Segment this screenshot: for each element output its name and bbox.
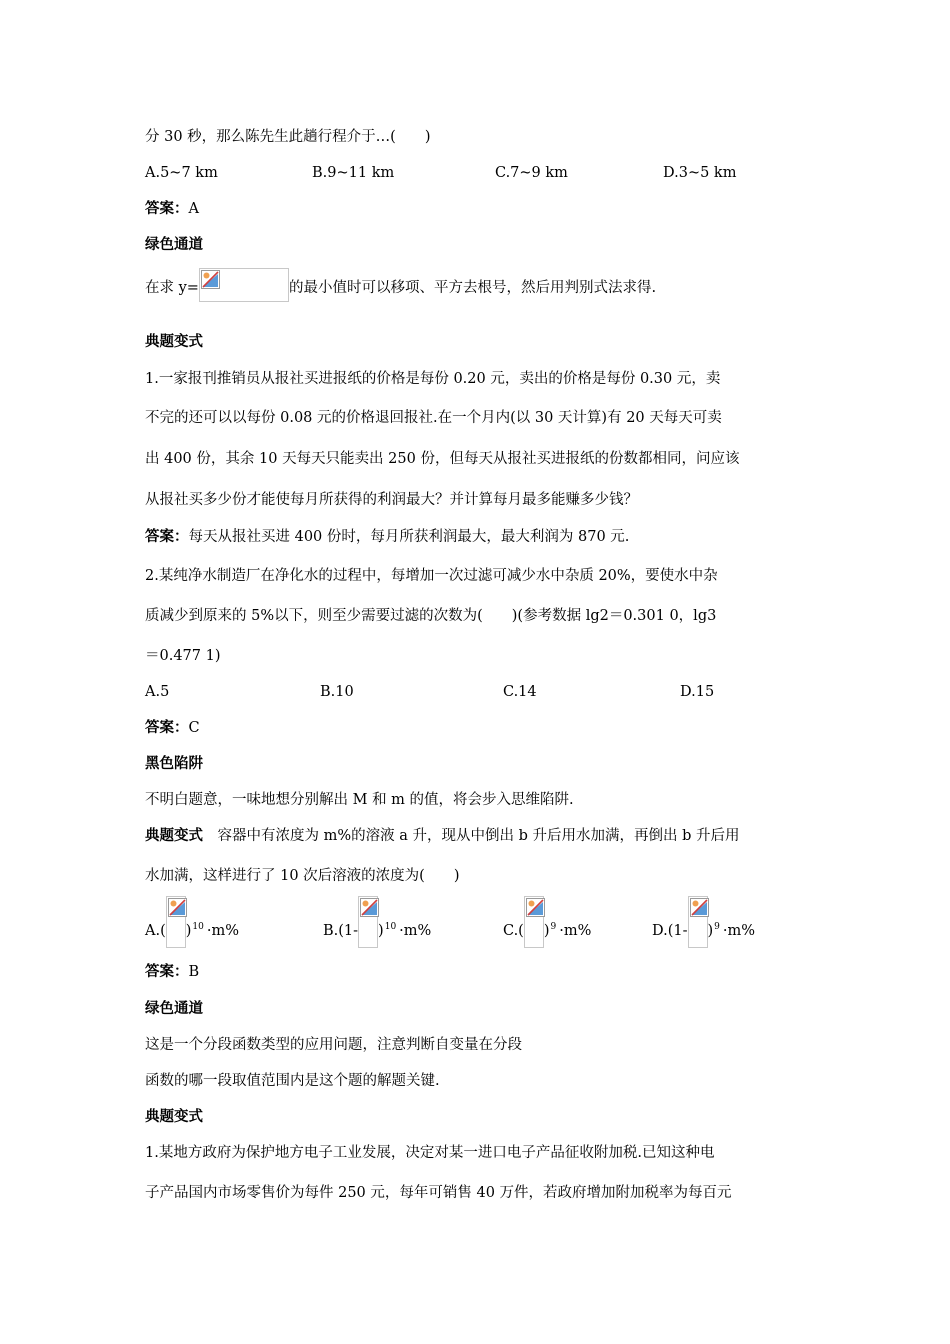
text-line: 1.一家报刊推销员从报社买进报纸的价格是每份 0.20 元，卖出的价格是每份 0.30 元，卖 bbox=[145, 371, 721, 387]
section-title: 典题变式 bbox=[145, 828, 203, 844]
answer-line bbox=[145, 962, 199, 982]
answer-line bbox=[145, 718, 200, 738]
option-c: C.14 bbox=[503, 684, 537, 700]
text-fragment: 在求 y= bbox=[145, 280, 199, 296]
answer-label: 答案： bbox=[145, 964, 189, 980]
text-line bbox=[145, 826, 740, 846]
text-line: 不完的还可以以每份 0.08 元的价格退回报社.在一个月内(以 30 天计算)有 20 天每天可卖 bbox=[145, 410, 722, 426]
option-c: C.( )$^9$ ·m% bbox=[503, 914, 591, 948]
section-title: 典题变式 bbox=[145, 1109, 203, 1125]
section-title: 典题变式 bbox=[145, 334, 203, 350]
fraction-image bbox=[166, 896, 186, 948]
answer-value: C bbox=[188, 720, 200, 736]
text-line: 1.某地方政府为保护地方电子工业发展，决定对某一进口电子产品征收附加税.已知这种电 bbox=[145, 1145, 715, 1161]
fraction-image bbox=[358, 896, 378, 948]
option-d: D.3~5 km bbox=[663, 165, 737, 181]
answer-value: 每天从报社买进 400 份时，每月所获利润最大，最大利润为 870 元. bbox=[188, 529, 630, 545]
section-title: 黑色陷阱 bbox=[145, 756, 203, 772]
text-line: 水加满，这样进行了 10 次后溶液的浓度为( ) bbox=[145, 868, 460, 884]
answer-value: B bbox=[188, 964, 200, 980]
option-b: B.10 bbox=[320, 684, 354, 700]
section-title: 绿色通道 bbox=[145, 1001, 203, 1017]
broken-image-icon bbox=[201, 270, 220, 289]
option-a: A.5~7 km bbox=[145, 165, 218, 181]
answer-label: 答案： bbox=[145, 201, 189, 217]
text-line: ＝0.477 1) bbox=[145, 648, 221, 664]
broken-image-icon bbox=[526, 898, 545, 917]
text-line: 子产品国内市场零售价为每件 250 元，每年可销售 40 万件，若政府增加附加税率为每百元 bbox=[145, 1185, 732, 1201]
text-line: 出 400 份，其余 10 天每天只能卖出 250 份，但每天从报社买进报纸的份数都相同，问应该 bbox=[145, 451, 740, 467]
option-c: C.7~9 km bbox=[495, 165, 568, 181]
answer-label: 答案： bbox=[145, 720, 189, 736]
option-a: A.5 bbox=[145, 684, 170, 700]
text-line: 质减少到原来的 5%以下，则至少需要过滤的次数为( )(参考数据 lg2＝0.301 0，lg3 bbox=[145, 608, 717, 624]
text-line: 2.某纯净水制造厂在净化水的过程中，每增加一次过滤可减少水中杂质 20%，要使水中杂 bbox=[145, 568, 718, 584]
answer-value: A bbox=[188, 201, 199, 217]
option-b: B.9~11 km bbox=[312, 165, 395, 181]
text-line: 函数的哪一段取值范围内是这个题的解题关键. bbox=[145, 1073, 440, 1089]
fraction-image bbox=[688, 896, 708, 948]
text-fragment: 的最小值时可以移项、平方去根号，然后用判别式法求得. bbox=[288, 280, 657, 296]
option-d: D.(1- )$^9$ ·m% bbox=[652, 914, 755, 948]
text-line: 这是一个分段函数类型的应用问题，注意判断自变量在分段 bbox=[145, 1037, 522, 1053]
option-d: D.15 bbox=[680, 684, 715, 700]
text-line: 不明白题意，一味地想分别解出 M 和 m 的值，将会步入思维陷阱. bbox=[145, 792, 574, 808]
broken-image-icon bbox=[360, 898, 379, 917]
fraction-image bbox=[524, 896, 544, 948]
option-b: B.(1- )$^{10}$ ·m% bbox=[323, 914, 431, 948]
text-line: 从报社买多少份才能使每月所获得的利润最大？并计算每月最多能赚多少钱？ bbox=[145, 492, 638, 508]
answer-label: 答案： bbox=[145, 529, 189, 545]
broken-image-icon bbox=[168, 898, 187, 917]
formula-image bbox=[199, 268, 289, 302]
broken-image-icon bbox=[690, 898, 709, 917]
text-line bbox=[145, 274, 656, 302]
answer-line bbox=[145, 527, 629, 547]
text-line: 分 30 秒，那么陈先生此趟行程介于…( ) bbox=[145, 129, 431, 145]
answer-line bbox=[145, 199, 199, 219]
text-fragment: 容器中有浓度为 m%的溶液 a 升，现从中倒出 b 升后用水加满，再倒出 b 升后用 bbox=[203, 828, 740, 844]
section-title: 绿色通道 bbox=[145, 237, 203, 253]
option-a: A.( )$^{10}$ ·m% bbox=[145, 914, 239, 948]
